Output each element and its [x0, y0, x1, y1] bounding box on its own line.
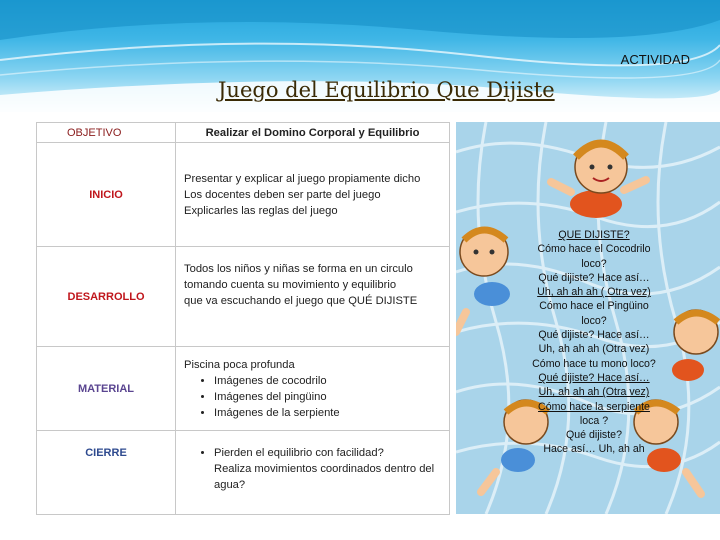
song-line: Qué dijiste? — [566, 429, 622, 442]
song-line: Cómo hace la serpiente — [538, 400, 650, 413]
child-figure-left — [456, 228, 510, 332]
desarrollo-label: DESARROLLO — [37, 247, 176, 347]
desarrollo-content — [176, 247, 450, 347]
cierre-line: Realiza movimientos coordinados dentro del — [214, 463, 435, 475]
inicio-line: Presentar y explicar al juego propiamente dicho — [184, 172, 421, 185]
desarrollo-line: que va escuchando el juego que QUÉ DIJISTE — [184, 295, 418, 307]
list-item: • Imágenes de cocodrilo — [214, 373, 449, 389]
cierre-list — [184, 445, 449, 461]
activity-label: ACTIVIDAD — [620, 52, 690, 67]
inicio-line: Los docentes deben ser parte del juego — [184, 188, 381, 201]
song-line: Uh, ah ah ah (Otra vez) — [538, 386, 650, 399]
song-line: loco? — [581, 314, 607, 327]
inicio-label: INICIO — [37, 143, 176, 247]
song-line: Qué dijiste? Hace así… — [538, 329, 650, 342]
song-line: Uh, ah ah ah ( Otra vez) — [537, 286, 651, 299]
inicio-content — [176, 143, 450, 247]
table-row-cierre — [37, 431, 450, 515]
material-content — [176, 347, 450, 431]
table-row-material — [37, 347, 450, 431]
page-title: Juego del Equilibrio Que Dijiste — [218, 78, 555, 102]
child-figure-right — [672, 310, 718, 381]
song-line: Qué dijiste? Hace así… — [538, 271, 650, 284]
song-line: Cómo hace el Cocodrilo — [537, 243, 651, 256]
table-row-inicio — [37, 143, 450, 247]
list-item: • Imágenes del pingüino — [214, 389, 449, 405]
inicio-line: Explicarles las reglas del juego — [184, 204, 338, 217]
list-item: • Pierden el equilibrio con facilidad? — [214, 445, 449, 461]
activity-table — [36, 122, 450, 515]
material-label: MATERIAL — [37, 347, 176, 431]
song-line: loco? — [581, 257, 607, 270]
table-row-objetivo — [37, 123, 450, 143]
song-lyrics — [510, 228, 678, 457]
material-intro: Piscina poca profunda — [184, 358, 295, 371]
list-item: • Imágenes de la serpiente — [214, 405, 449, 421]
song-line: Cómo hace el Pingüino — [539, 300, 649, 313]
cierre-label: CIERRE — [37, 431, 176, 515]
song-line: QUE DIJISTE? — [558, 229, 630, 241]
material-list — [184, 373, 449, 421]
song-line: Hace así… Uh, ah ah — [543, 443, 645, 456]
song-line: Qué dijiste? Hace así… — [538, 371, 650, 384]
song-line: loca ? — [579, 414, 609, 427]
cierre-line: agua? — [214, 479, 246, 491]
desarrollo-line: Todos los niños y niñas se forma en un circulo — [184, 263, 413, 275]
table-row-desarrollo — [37, 247, 450, 347]
song-line: Cómo hace tu mono loco? — [532, 357, 656, 370]
song-line: Uh, ah ah ah (Otra vez) — [538, 343, 650, 356]
objetivo-label: OBJETIVO — [37, 123, 176, 143]
desarrollo-line: tomando cuenta su movimiento y equilibrio — [184, 279, 397, 291]
cierre-content — [176, 431, 450, 515]
child-figure-top — [551, 141, 646, 218]
objetivo-content: Realizar el Domino Corporal y Equilibrio — [176, 123, 450, 143]
